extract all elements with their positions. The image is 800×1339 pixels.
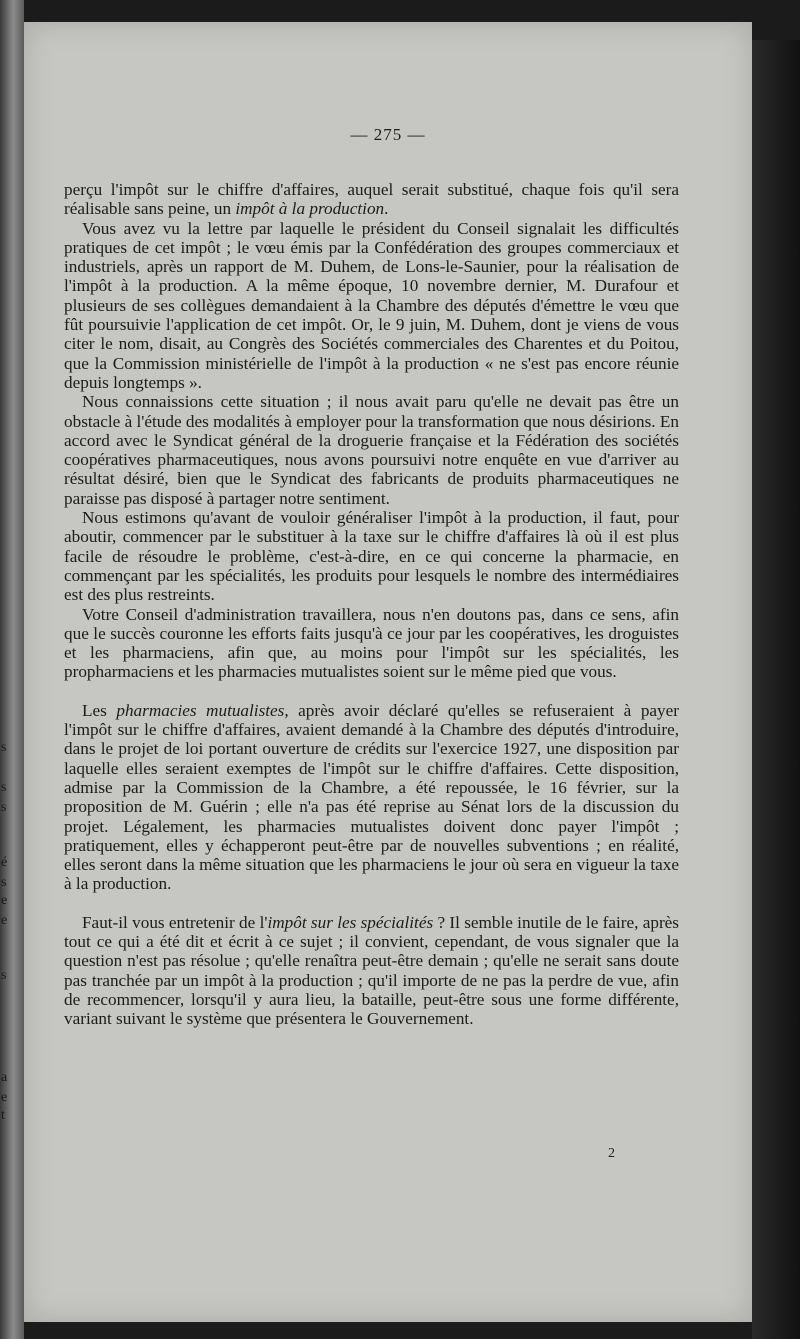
paragraph: Faut-il vous entretenir de l'impôt sur les spécialités ? Il semble inutile de le faire, après tout ce qui a été dit et écrit à ce sujet ; il convient, cependant, de vous signaler que la question n'est pas résolue ; qu'elle renaîtra peut-être demain ; qu'elle ne serait sans doute pas tranchée par un impôt à la production ; qu'il importe de ne pas la perdre de vue, afin de recommencer, lorsqu'il y aura lieu, la bataille, peut-être sous une forme différente, variant suivant le système que présentera le Gouvernement. xyxy=(64,912,679,1029)
margin-glyph: s xyxy=(1,968,7,983)
margin-glyph: s xyxy=(1,740,7,755)
margin-glyph: s xyxy=(1,875,7,890)
body-text xyxy=(64,180,679,1028)
italic-phrase: impôt à la production xyxy=(235,199,385,219)
margin-glyph: s xyxy=(1,780,7,795)
adjacent-page-edge xyxy=(0,0,24,1339)
paragraph: Votre Conseil d'administration travaillera, nous n'en doutons pas, dans ce sens, afin que le succès couronne les efforts faits jusqu'à ce jour par les coopératives, les droguistes et les pharmaciens, afin que, au moins pour l'impôt sur les spécialités, les propharmaciens et les pharmacies mutualistes soient sur le même pied que vous. xyxy=(64,604,679,682)
scan-background xyxy=(752,40,800,1339)
document-page xyxy=(24,22,752,1322)
margin-glyph: a xyxy=(1,1070,8,1085)
paragraph: Nous estimons qu'avant de vouloir généraliser l'impôt à la production, il faut, pour aboutir, commencer par le substituer à la taxe sur le chiffre d'affaires là où il est plus facile de résoudre le problème, c'est-à-dire, en ce qui concerne la pharmacie, en commençant par les spécialités, les produits pour lesquels le nombre des intermédiaires est des plus restreints. xyxy=(64,508,679,605)
paragraph: Les pharmacies mutualistes, après avoir déclaré qu'elles se refuseraient à payer l'impôt sur le chiffre d'affaires, avaient demandé à la Chambre des députés d'introduire, dans le projet de loi portant ouverture de crédits sur l'exercice 1927, une disposition par laquelle elles seraient exemptes de l'impôt sur le chiffre d'affaires. Cette disposition, admise par la Commission de la Chambre, a été repoussée, le 16 février, sur la proposition de M. Guérin ; elle n'a pas été reprise au Sénat lors de la discussion du projet. Légalement, les pharmacies mutualistes doivent donc payer l'impôt ; pratiquement, elles y échapperont peut-être par de nouvelles subventions ; en réalité, elles seront dans la même situation que les pharmaciens le jour où sera en vigueur la taxe à la production. xyxy=(64,700,679,894)
signature-mark: 2 xyxy=(608,1146,615,1161)
italic-phrase: impôt sur les spécialités xyxy=(267,912,434,932)
margin-glyph: s xyxy=(1,800,7,815)
paragraph: perçu l'impôt sur le chiffre d'affaires, auquel serait substitué, chaque fois qu'il sera réalisable sans peine, un impôt à la production. xyxy=(64,180,679,219)
margin-glyph: e xyxy=(1,913,8,928)
margin-glyph: e xyxy=(1,1090,8,1105)
italic-phrase: pharmacies mutualistes xyxy=(116,700,285,720)
margin-glyph: é xyxy=(1,855,8,870)
paragraph: Vous avez vu la lettre par laquelle le président du Conseil signalait les difficultés pratiques de cet impôt ; le vœu émis par la Confédération des groupes commerciaux et industriels, après un rapport de M. Duhem, de Lons-le-Saunier, pour la réalisation de l'impôt à la production. A la même époque, 10 novembre dernier, M. Durafour et plusieurs de ses collègues demandaient à la Chambre des députés d'émettre le vœu que fût poursuivie l'application de cet impôt. Or, le 9 juin, M. Duhem, dont je viens de vous citer le nom, disait, au Congrès des Sociétés commerciales des Charentes et du Poitou, que la Commission ministérielle de l'impôt à la production « ne s'est pas encore réunie depuis longtemps ». xyxy=(64,218,679,392)
page-number: — 275 — xyxy=(350,125,426,144)
paragraph: Nous connaissions cette situation ; il nous avait paru qu'elle ne devait pas être un obstacle à l'étude des modalités à employer pour la transformation que nous désirions. En accord avec le Syndicat général de la droguerie française et la Fédération des sociétés coopératives pharmaceutiques, nous avons poursuivi notre enquête en vue d'arriver au résultat désiré, bien que le Syndicat des fabricants de produits pharmaceutiques ne paraisse pas disposé à partager notre sentiment. xyxy=(64,392,679,508)
margin-glyph: e xyxy=(1,893,8,908)
margin-glyph: t xyxy=(1,1108,5,1123)
